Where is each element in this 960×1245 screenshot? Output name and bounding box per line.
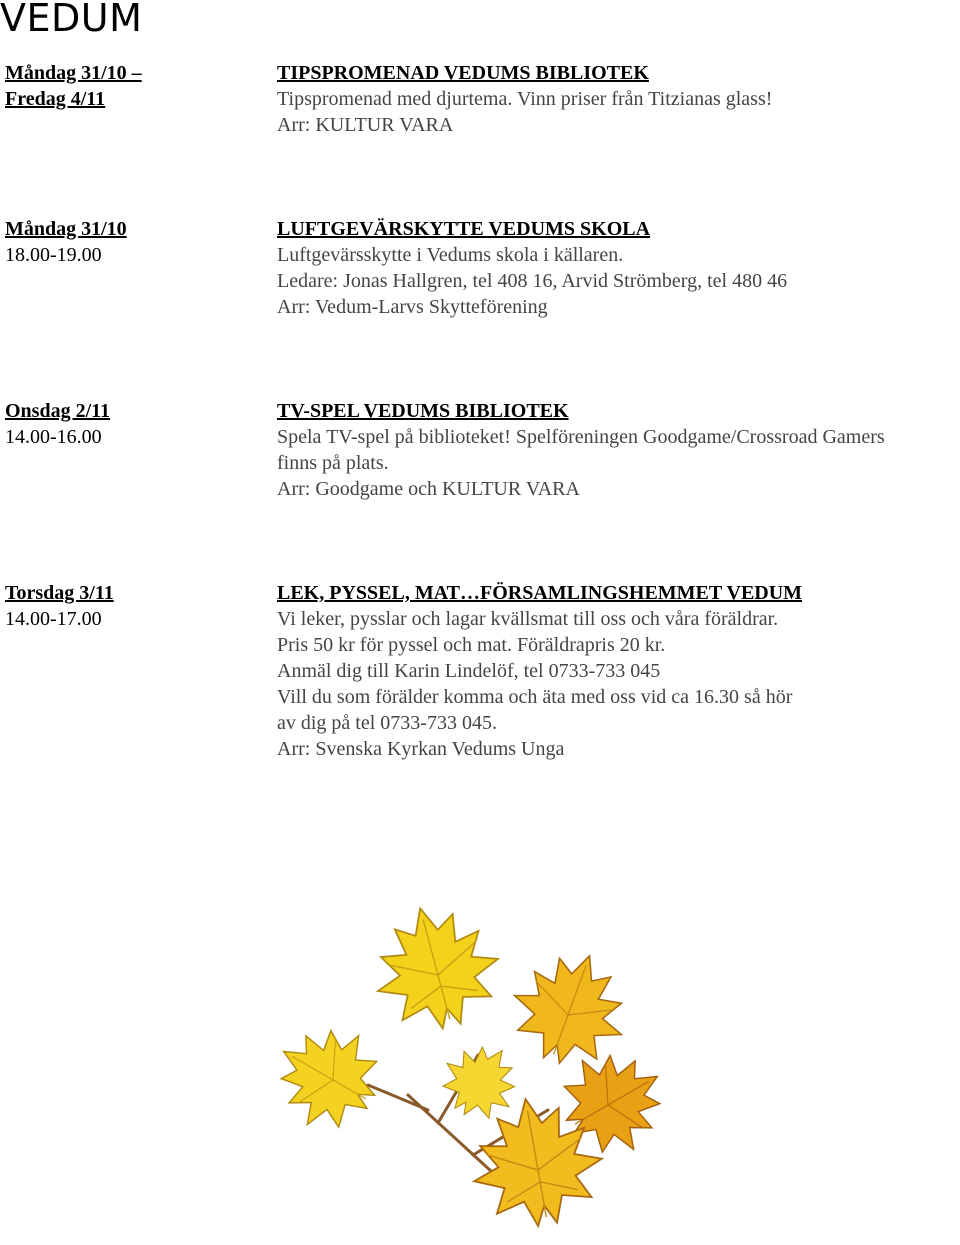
- event-date: Onsdag 2/11: [5, 400, 111, 422]
- event-line: Vill du som förälder komma och äta med oss vid ca 16.30 så hör: [277, 686, 793, 708]
- event-date-start: Måndag 31/10 –: [5, 62, 142, 84]
- event-date-end: Fredag 4/11: [5, 88, 106, 110]
- event-body: [277, 216, 960, 320]
- event-dates: [5, 60, 142, 112]
- autumn-leaves-icon: [278, 905, 678, 1240]
- event-line: Arr: Goodgame och KULTUR VARA: [277, 478, 580, 500]
- event-body: [277, 580, 960, 762]
- event-dates: [5, 580, 114, 632]
- event-time: 14.00-16.00: [5, 426, 102, 448]
- event-time: 18.00-19.00: [5, 244, 102, 266]
- event-body: [277, 60, 960, 138]
- event-line: finns på plats.: [277, 452, 389, 474]
- event-line: Arr: KULTUR VARA: [277, 114, 454, 136]
- event-date: Måndag 31/10: [5, 218, 127, 240]
- page-title: VEDUM: [0, 0, 143, 40]
- event-line: Arr: Vedum-Larvs Skytteförening: [277, 296, 548, 318]
- event-heading: LEK, PYSSEL, MAT…FÖRSAMLINGSHEMMET VEDUM: [277, 582, 803, 604]
- event-body: [277, 398, 960, 502]
- event-line: Luftgevärsskytte i Vedums skola i källaren.: [277, 244, 624, 266]
- event-line: Anmäl dig till Karin Lindelöf, tel 0733-733 045: [277, 660, 661, 682]
- event-line: Vi leker, pysslar och lagar kvällsmat till oss och våra föräldrar.: [277, 608, 779, 630]
- event-heading: TV-SPEL VEDUMS BIBLIOTEK: [277, 400, 569, 422]
- event-line: av dig på tel 0733-733 045.: [277, 712, 497, 734]
- event-heading: LUFTGEVÄRSKYTTE VEDUMS SKOLA: [277, 218, 651, 240]
- event-dates: [5, 216, 127, 268]
- event-line: Pris 50 kr för pyssel och mat. Föräldrapris 20 kr.: [277, 634, 666, 656]
- event-line: Ledare: Jonas Hallgren, tel 408 16, Arvid Strömberg, tel 480 46: [277, 270, 788, 292]
- event-line: Arr: Svenska Kyrkan Vedums Unga: [277, 738, 565, 760]
- event-time: 14.00-17.00: [5, 608, 102, 630]
- event-dates: [5, 398, 110, 450]
- event-line: Tipspromenad med djurtema. Vinn priser från Titzianas glass!: [277, 88, 773, 110]
- event-heading: TIPSPROMENAD VEDUMS BIBLIOTEK: [277, 62, 649, 84]
- event-date: Torsdag 3/11: [5, 582, 114, 604]
- event-line: Spela TV-spel på biblioteket! Spelföreningen Goodgame/Crossroad Gamers: [277, 426, 885, 448]
